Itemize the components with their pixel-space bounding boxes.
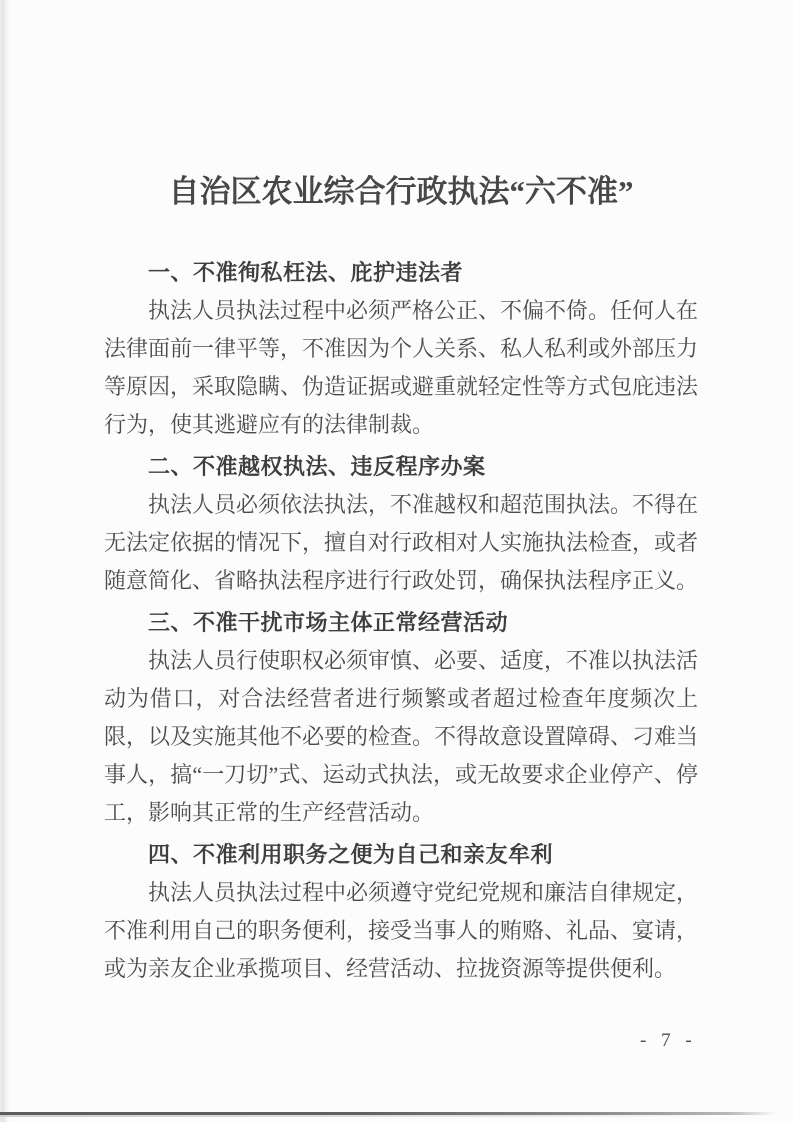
document-section: [104, 448, 698, 600]
section-body: 执法人员执法过程中必须严格公正、不偏不倚。任何人在法律面前一律平等，不准因为个人关系、私人私利或外部压力等原因，采取隐瞒、伪造证据或避重就轻定性等方式包庇违法行为，使其逃避应有的法律制裁。: [104, 298, 699, 437]
scan-edge-left: [0, 0, 11, 1122]
section-heading: 三、不准干扰市场主体正常经营活动: [148, 610, 509, 635]
page-number: - 7 -: [640, 1030, 697, 1051]
document-content: [104, 0, 698, 988]
section-heading: 四、不准利用职务之便为自己和亲友牟利: [148, 842, 554, 867]
section-body: 执法人员必须依法执法，不准越权和超范围执法。不得在无法定依据的情况下，擅自对行政相对人实施执法检查，或者随意简化、省略执法程序进行行政处罚，确保执法程序正义。: [104, 492, 699, 593]
document-section: [104, 254, 698, 444]
scan-edge-bottom: [0, 1112, 793, 1115]
document-section: [104, 836, 698, 988]
section-body: 执法人员执法过程中必须遵守党纪党规和廉洁自律规定，不准利用自己的职务便利，接受当事人的贿赂、礼品、宴请，或为亲友企业承揽项目、经营活动、拉拢资源等提供便利。: [104, 880, 699, 981]
sections-container: [104, 254, 698, 988]
document-section: [104, 604, 698, 832]
section-body: 执法人员行使职权必须审慎、必要、适度，不准以执法活动为借口，对合法经营者进行频繁或者超过检查年度频次上限，以及实施其他不必要的检查。不得故意设置障碍、刁难当事人，搞“一刀切”式、运动式执法，或无故要求企业停产、停工，影响其正常的生产经营活动。: [104, 648, 699, 825]
section-heading: 二、不准越权执法、违反程序办案: [148, 454, 486, 479]
document-title: 自治区农业综合行政执法“六不准”: [168, 174, 634, 209]
section-heading: 一、不准徇私枉法、庇护违法者: [148, 260, 464, 285]
